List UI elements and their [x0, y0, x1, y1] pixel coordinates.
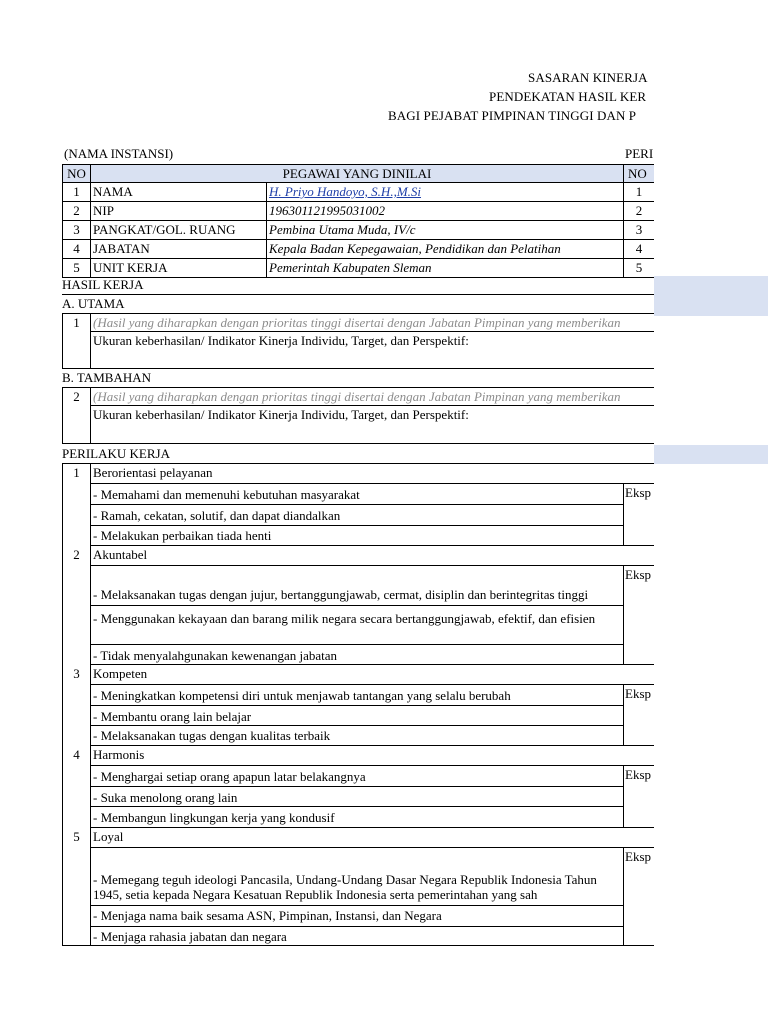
ekspektasi-label: Eksp	[624, 484, 654, 546]
right-no-header: NO	[624, 164, 654, 183]
pegawai-row-label: NAMA	[91, 183, 267, 202]
perilaku-item: - Melakukan perbaikan tiada henti	[91, 526, 624, 546]
hasil-kerja-title: HASIL KERJA	[62, 276, 654, 295]
period-label: PERI	[625, 146, 654, 161]
perilaku-shade	[654, 445, 768, 464]
pegawai-row-value: Pemerintah Kabupaten Sleman	[267, 259, 624, 278]
perilaku-group-no: 3	[62, 665, 91, 746]
pegawai-row-right-no: 5	[624, 259, 654, 278]
pegawai-row-no: 3	[62, 221, 91, 240]
pegawai-header: PEGAWAI YANG DINILAI	[91, 164, 624, 183]
pegawai-row-label: JABATAN	[91, 240, 267, 259]
perilaku-item: - Meningkatkan kompetensi diri untuk menjawab tantangan yang selalu berubah	[91, 685, 624, 706]
perilaku-item: - Menjaga nama baik sesama ASN, Pimpinan, Instansi, dan Negara	[91, 906, 624, 927]
pegawai-row-no: 2	[62, 202, 91, 221]
instansi-label: (NAMA INSTANSI)	[64, 146, 174, 161]
pegawai-row-label: PANGKAT/GOL. RUANG	[91, 221, 267, 240]
nama-link[interactable]: H. Priyo Handoyo, S.H.,M.Si	[269, 184, 422, 199]
pegawai-row-value: Kepala Badan Kepegawaian, Pendidikan dan Pelatihan	[267, 240, 624, 259]
perilaku-group-no: 5	[62, 828, 91, 946]
ekspektasi-label: Eksp	[624, 766, 654, 828]
pegawai-row-right-no: 4	[624, 240, 654, 259]
pegawai-row-no: 1	[62, 183, 91, 202]
perilaku-group-name: Berorientasi pelayanan	[91, 464, 654, 484]
perilaku-item: - Melaksanakan tugas dengan jujur, bertanggungjawab, cermat, disiplin dan berintegritas tinggi	[91, 566, 624, 606]
tambahan-title: B. TAMBAHAN	[62, 369, 654, 388]
perilaku-item: - Membangun lingkungan kerja yang kondusif	[91, 807, 624, 828]
perilaku-item: - Menggunakan kekayaan dan barang milik negara secara bertanggungjawab, efektif, dan efisien	[91, 606, 624, 645]
utama-hint: (Hasil yang diharapkan dengan prioritas tinggi disertai dengan Jabatan Pimpinan yang memberikan	[91, 314, 654, 332]
form-title-line-2: PENDEKATAN HASIL KER	[489, 89, 647, 104]
perilaku-item: - Memahami dan memenuhi kebutuhan masyarakat	[91, 484, 624, 505]
perilaku-group-name: Loyal	[91, 828, 654, 848]
perilaku-item: - Menjaga rahasia jabatan dan negara	[91, 927, 624, 946]
tambahan-no: 2	[62, 388, 91, 444]
ekspektasi-label: Eksp	[624, 566, 654, 665]
utama-title: A. UTAMA	[62, 295, 654, 314]
pegawai-row-right-no: 2	[624, 202, 654, 221]
tambahan-ukuran: Ukuran keberhasilan/ Indikator Kinerja Individu, Target, dan Perspektif:	[91, 406, 654, 444]
pegawai-row-right-no: 3	[624, 221, 654, 240]
pegawai-row-value	[267, 183, 624, 202]
perilaku-group-name: Akuntabel	[91, 546, 654, 566]
form-title-line-3: BAGI PEJABAT PIMPINAN TINGGI DAN P	[388, 108, 637, 123]
utama-ukuran: Ukuran keberhasilan/ Indikator Kinerja Individu, Target, dan Perspektif:	[91, 332, 654, 369]
perilaku-item: - Tidak menyalahgunakan kewenangan jabatan	[91, 645, 624, 665]
form-title-line-1: SASARAN KINERJA	[528, 70, 648, 85]
perilaku-title: PERILAKU KERJA	[62, 445, 654, 464]
utama-no: 1	[62, 314, 91, 369]
perilaku-item: - Ramah, cekatan, solutif, dan dapat diandalkan	[91, 505, 624, 526]
perilaku-group-name: Kompeten	[91, 665, 654, 685]
ekspektasi-label: Eksp	[624, 848, 654, 946]
pegawai-row-value: 196301121995031002	[267, 202, 624, 221]
perilaku-item: - Suka menolong orang lain	[91, 787, 624, 807]
perilaku-group-no: 4	[62, 746, 91, 828]
pegawai-row-no: 4	[62, 240, 91, 259]
ekspektasi-label: Eksp	[624, 685, 654, 746]
perilaku-item: - Menghargai setiap orang apapun latar belakangnya	[91, 766, 624, 787]
pegawai-row-label: UNIT KERJA	[91, 259, 267, 278]
pegawai-row-right-no: 1	[624, 183, 654, 202]
perilaku-item: - Membantu orang lain belajar	[91, 706, 624, 726]
perilaku-item: - Memegang teguh ideologi Pancasila, Undang-Undang Dasar Negara Republik Indonesia Tahun 1945, setia kepada Negara Kesatuan Republik Indonesia serta pemerintahan yang sah	[91, 848, 624, 906]
pegawai-row-label: NIP	[91, 202, 267, 221]
perilaku-item: - Melaksanakan tugas dengan kualitas terbaik	[91, 726, 624, 746]
pegawai-row-value: Pembina Utama Muda, IV/c	[267, 221, 624, 240]
col-no-header: NO	[62, 164, 91, 183]
perilaku-group-no: 2	[62, 546, 91, 665]
hasil-kerja-shade	[654, 276, 768, 316]
perilaku-group-no: 1	[62, 464, 91, 546]
pegawai-row-no: 5	[62, 259, 91, 278]
tambahan-hint: (Hasil yang diharapkan dengan prioritas tinggi disertai dengan Jabatan Pimpinan yang memberikan	[91, 388, 654, 406]
perilaku-group-name: Harmonis	[91, 746, 654, 766]
